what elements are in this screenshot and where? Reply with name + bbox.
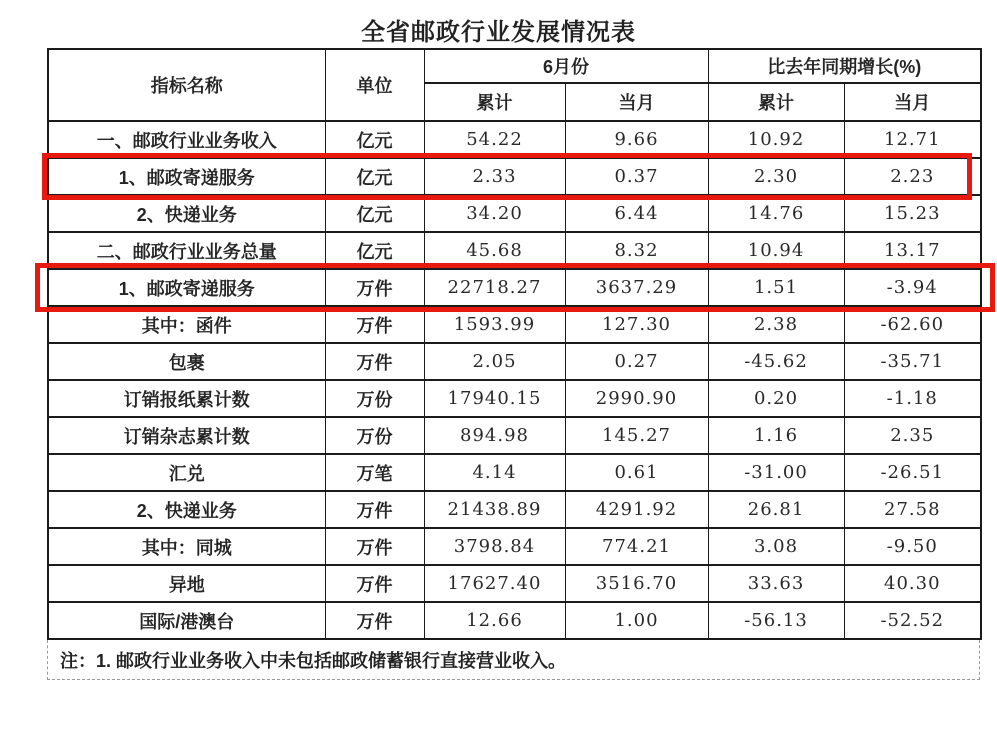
unit-cell: 万件 [325,269,424,306]
value-cell: 2990.90 [565,380,708,417]
value-cell: 774.21 [565,528,708,565]
value-cell: 3637.29 [565,269,708,306]
indicator-name-cell: 订销杂志累计数 [48,417,325,454]
table-header [48,49,981,121]
table-row [48,232,981,269]
value-cell: 13.17 [844,232,981,269]
value-cell: 10.92 [708,121,844,158]
table-row [48,491,981,528]
col-header-june-current-month: 当月 [565,83,708,121]
value-cell: -56.13 [708,602,844,639]
indicator-name-cell: 包裹 [48,343,325,380]
unit-cell: 万件 [325,491,424,528]
value-cell: 1.16 [708,417,844,454]
value-cell: -62.60 [844,306,981,343]
value-cell: 3.08 [708,528,844,565]
table-row [48,417,981,454]
unit-cell: 亿元 [325,158,424,195]
value-cell: 15.23 [844,195,981,232]
unit-cell: 万件 [325,565,424,602]
value-cell: 54.22 [424,121,565,158]
value-cell: 40.30 [844,565,981,602]
unit-cell: 万件 [325,343,424,380]
value-cell: 45.68 [424,232,565,269]
col-header-indicator-name: 指标名称 [48,49,325,121]
value-cell: 894.98 [424,417,565,454]
value-cell: -9.50 [844,528,981,565]
value-cell: 33.63 [708,565,844,602]
unit-cell: 万件 [325,602,424,639]
value-cell: -52.52 [844,602,981,639]
value-cell: 17940.15 [424,380,565,417]
unit-cell: 万笔 [325,454,424,491]
unit-cell: 亿元 [325,232,424,269]
value-cell: 3516.70 [565,565,708,602]
value-cell: 34.20 [424,195,565,232]
postal-statistics-table [47,48,982,640]
indicator-name-cell: 订销报纸累计数 [48,380,325,417]
col-header-unit: 单位 [325,49,424,121]
value-cell: 27.58 [844,491,981,528]
value-cell: 26.81 [708,491,844,528]
header-group-row [48,49,981,83]
value-cell: 0.27 [565,343,708,380]
footnote-box [47,640,980,680]
value-cell: 2.35 [844,417,981,454]
value-cell: 127.30 [565,306,708,343]
value-cell: 6.44 [565,195,708,232]
value-cell: 10.94 [708,232,844,269]
value-cell: 1593.99 [424,306,565,343]
unit-cell: 万份 [325,417,424,454]
indicator-name-cell: 其中：函件 [48,306,325,343]
indicator-name-cell: 其中：同城 [48,528,325,565]
value-cell: 1.51 [708,269,844,306]
value-cell: 2.33 [424,158,565,195]
value-cell: 3798.84 [424,528,565,565]
table-row [48,195,981,232]
col-header-growth-cumulative: 累计 [708,83,844,121]
table-row [48,454,981,491]
value-cell: -35.71 [844,343,981,380]
value-cell: 12.71 [844,121,981,158]
table-row [48,380,981,417]
value-cell: 9.66 [565,121,708,158]
value-cell: 2.23 [844,158,981,195]
footnote-text: 注：1. 邮政行业业务收入中未包括邮政储蓄银行直接营业收入。 [60,650,567,671]
indicator-name-cell: 2、快递业务 [48,491,325,528]
indicator-name-cell: 1、邮政寄递服务 [48,269,325,306]
value-cell: 21438.89 [424,491,565,528]
table-row [48,158,981,195]
value-cell: 8.32 [565,232,708,269]
indicator-name-cell: 2、快递业务 [48,195,325,232]
value-cell: -1.18 [844,380,981,417]
value-cell: 22718.27 [424,269,565,306]
indicator-name-cell: 二、邮政行业业务总量 [48,232,325,269]
table-row [48,306,981,343]
unit-cell: 亿元 [325,121,424,158]
table-row [48,528,981,565]
value-cell: 1.00 [565,602,708,639]
value-cell: 2.30 [708,158,844,195]
col-header-june-cumulative: 累计 [424,83,565,121]
value-cell: -31.00 [708,454,844,491]
value-cell: 4291.92 [565,491,708,528]
col-header-growth-group: 比去年同期增长(%) [708,49,981,83]
indicator-name-cell: 汇兑 [48,454,325,491]
value-cell: 4.14 [424,454,565,491]
value-cell: -3.94 [844,269,981,306]
page-title: 全省邮政行业发展情况表 [361,19,636,46]
indicator-name-cell: 一、邮政行业业务收入 [48,121,325,158]
value-cell: 12.66 [424,602,565,639]
value-cell: 145.27 [565,417,708,454]
table-row [48,602,981,639]
table-body [48,121,981,639]
col-header-growth-current-month: 当月 [844,83,981,121]
unit-cell: 万件 [325,306,424,343]
unit-cell: 万份 [325,380,424,417]
value-cell: 0.37 [565,158,708,195]
value-cell: -45.62 [708,343,844,380]
value-cell: 14.76 [708,195,844,232]
unit-cell: 万件 [325,528,424,565]
indicator-name-cell: 国际/港澳台 [48,602,325,639]
table-row [48,565,981,602]
value-cell: 17627.40 [424,565,565,602]
table-row [48,343,981,380]
indicator-name-cell: 异地 [48,565,325,602]
col-header-june-group: 6月份 [424,49,708,83]
unit-cell: 亿元 [325,195,424,232]
table-row [48,121,981,158]
table-row [48,269,981,306]
indicator-name-cell: 1、邮政寄递服务 [48,158,325,195]
value-cell: 0.20 [708,380,844,417]
value-cell: 2.38 [708,306,844,343]
value-cell: -26.51 [844,454,981,491]
value-cell: 2.05 [424,343,565,380]
value-cell: 0.61 [565,454,708,491]
